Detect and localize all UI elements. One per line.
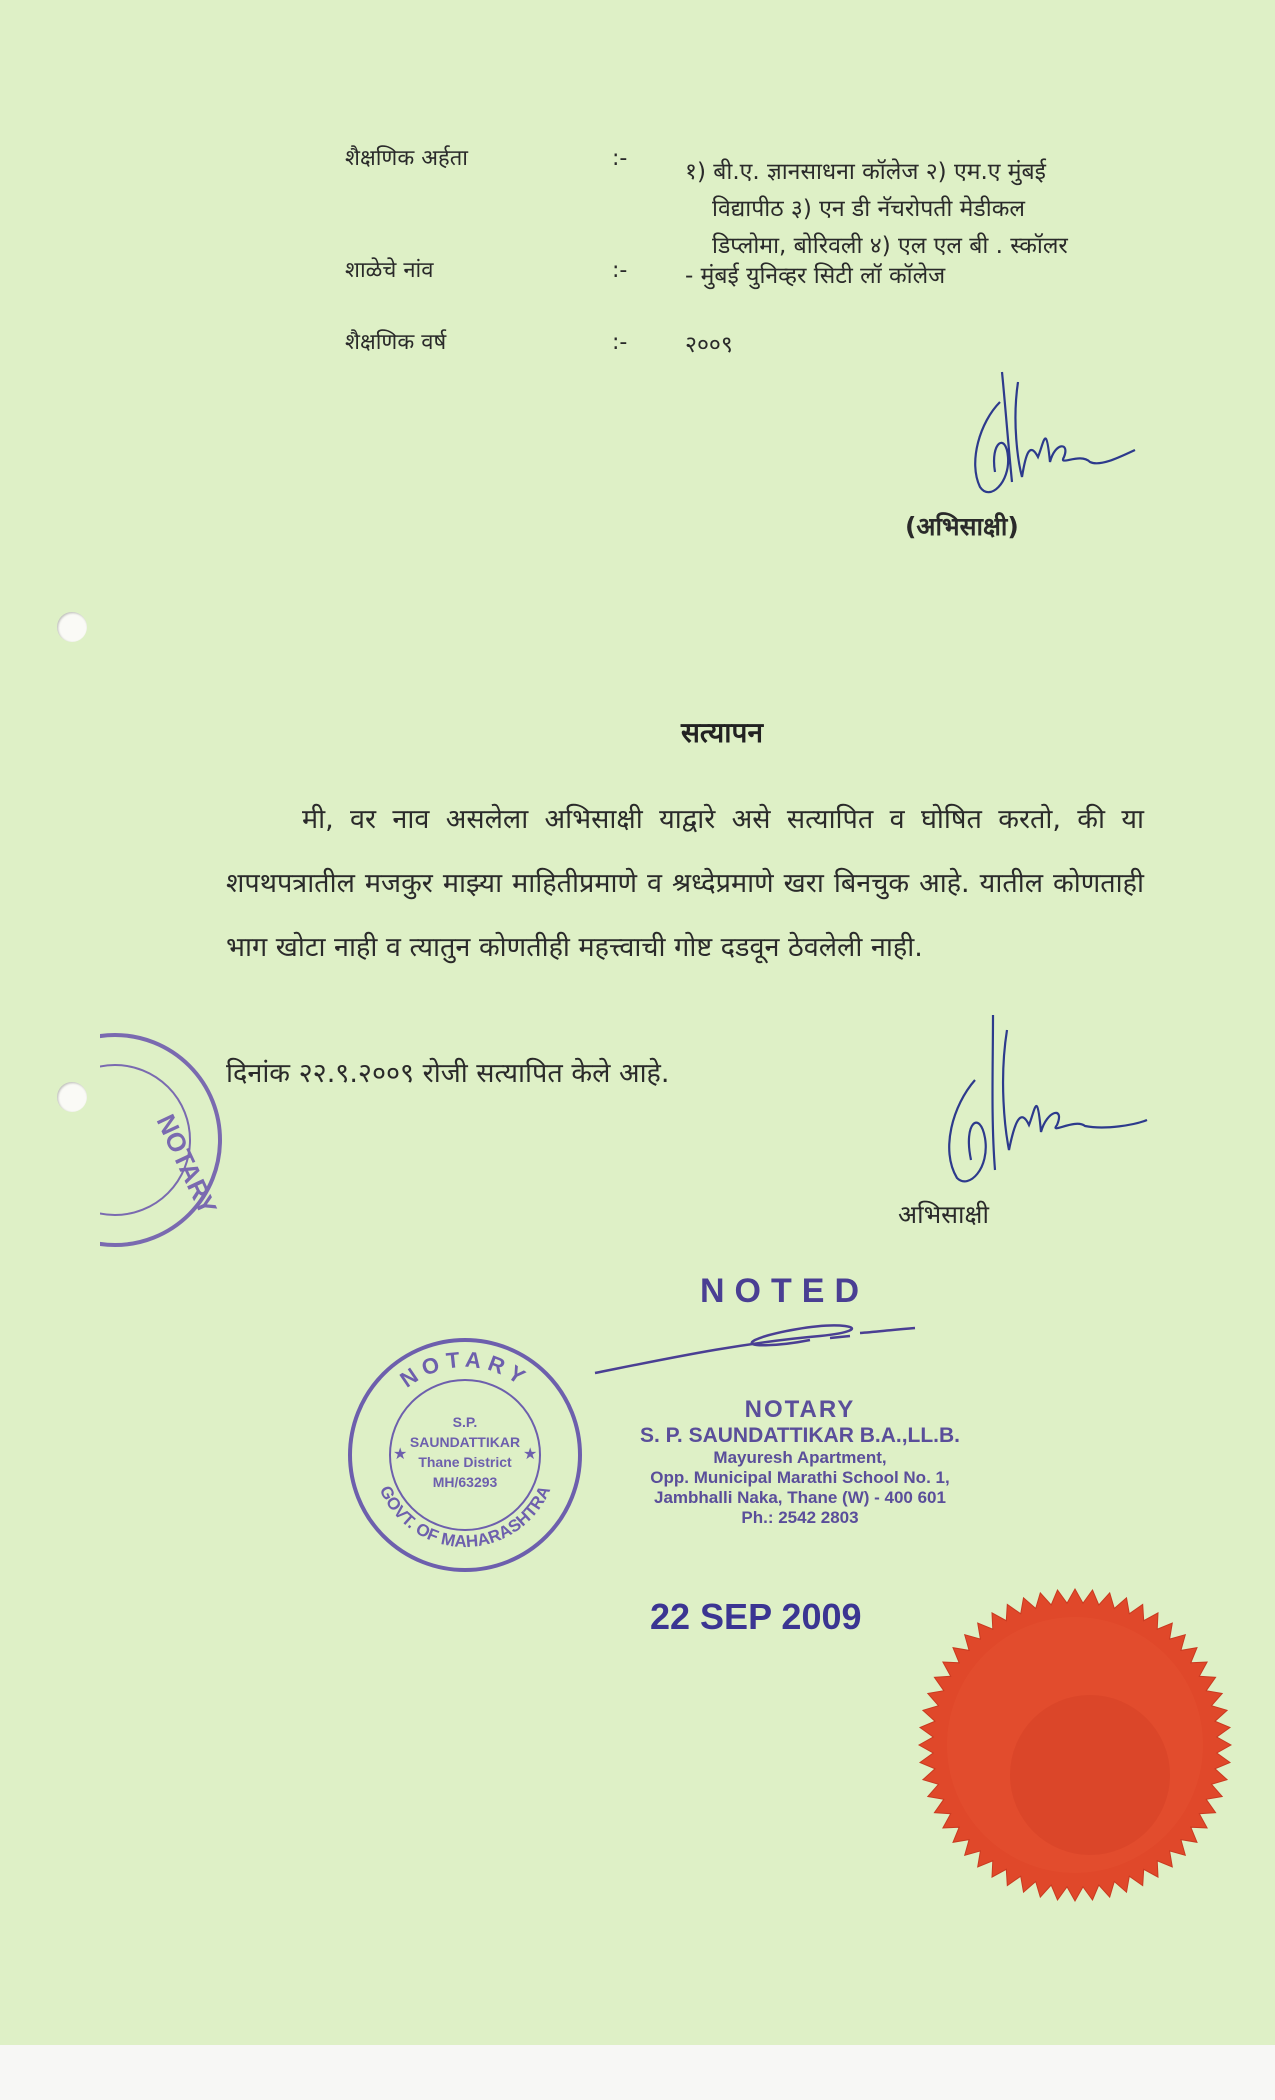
field-value-line: डिप्लोमा, बोरिवली ४) एल एल बी . स्कॉलर — [712, 233, 1068, 259]
svg-text:GOVT. OF MAHARASHTRA — [376, 1483, 554, 1551]
field-label-year: शैक्षणिक वर्ष — [345, 330, 447, 355]
notary-phone: Ph.: 2542 2803 — [741, 1508, 859, 1527]
field-colon: :- — [612, 146, 628, 171]
field-value-line: २००९ — [685, 332, 733, 358]
seal-inner-line-2: SAUNDATTIKAR — [409, 1434, 521, 1450]
seal-outer-top-text: NOTARY — [395, 1346, 535, 1393]
field-value-line: विद्यापीठ ३) एन डी नॅचरोपती मेडीकल — [712, 196, 1025, 222]
notary-stamp-block — [590, 1396, 1010, 1528]
notary-title: NOTARY — [744, 1396, 856, 1423]
field-value-line: - मुंबई युनिव्हर सिटी लॉ कॉलेज — [685, 263, 946, 289]
notary-address-2: Opp. Municipal Marathi School No. 1, — [650, 1468, 950, 1487]
punch-hole-lower — [57, 1082, 87, 1112]
punch-hole-upper — [57, 612, 87, 642]
field-label-education: शैक्षणिक अर्हता — [345, 146, 468, 171]
partial-notary-seal — [100, 1025, 230, 1265]
seal-inner-line-3: Thane District — [418, 1454, 512, 1470]
verification-paragraph: मी, वर नाव असलेला अभिसाक्षी याद्वारे असे सत्यापित व घोषित करतो, की या शपथपत्रातील मजकुर माझ्या माहितीप्रमाणे व श्रध्देप्रमाणे खरा बिनचुक आहे. यातील कोणताही भाग खोटा नाही व त्यातुन कोणतीही महत्त्वाची गोष्ट दडवून ठेवलेली नाही. — [226, 804, 1144, 963]
witness-caption-top: (अभिसाक्षी) — [905, 512, 1019, 541]
noted-stamp: NOTED — [700, 1272, 869, 1310]
svg-text:NOTARY — [395, 1346, 534, 1392]
seal-outer-bottom-text: GOVT. OF MAHARASHTRA — [375, 1482, 555, 1552]
field-value-line: १) बी.ए. ज्ञानसाधना कॉलेज २) एम.ए मुंबई — [685, 159, 1046, 185]
witness-signature-bottom — [935, 1010, 1155, 1190]
seal-inner-line-4: MH/63293 — [432, 1474, 498, 1490]
partial-seal-label: NOTARY — [150, 1109, 224, 1220]
witness-caption-bottom: अभिसाक्षी — [898, 1200, 989, 1229]
verification-date-line: दिनांक २२.९.२००९ रोजी सत्यापित केले आहे. — [226, 1058, 670, 1089]
scan-margin — [0, 2045, 1275, 2100]
notary-signature — [590, 1318, 920, 1378]
red-wax-seal — [915, 1585, 1235, 1905]
field-value-education — [685, 154, 1145, 265]
witness-signature-top — [960, 362, 1140, 512]
notary-address-3: Jambhalli Naka, Thane (W) - 400 601 — [654, 1488, 946, 1507]
field-label-school: शाळेचे नांव — [345, 258, 434, 283]
notary-address-1: Mayuresh Apartment, — [713, 1448, 887, 1467]
round-notary-seal — [345, 1335, 585, 1575]
seal-star-icon: ★ — [523, 1444, 538, 1463]
field-value-year — [685, 332, 1145, 360]
notary-name: S. P. SAUNDATTIKAR B.A.,LL.B. — [639, 1424, 961, 1447]
date-stamp: 22 SEP 2009 — [650, 1596, 862, 1637]
seal-star-icon: ★ — [393, 1444, 408, 1463]
field-colon: :- — [612, 330, 628, 355]
field-value-school — [685, 263, 1145, 291]
field-colon: :- — [612, 258, 628, 283]
section-title: सत्यापन — [681, 716, 763, 749]
seal-inner-line-1: S.P. — [452, 1414, 478, 1430]
